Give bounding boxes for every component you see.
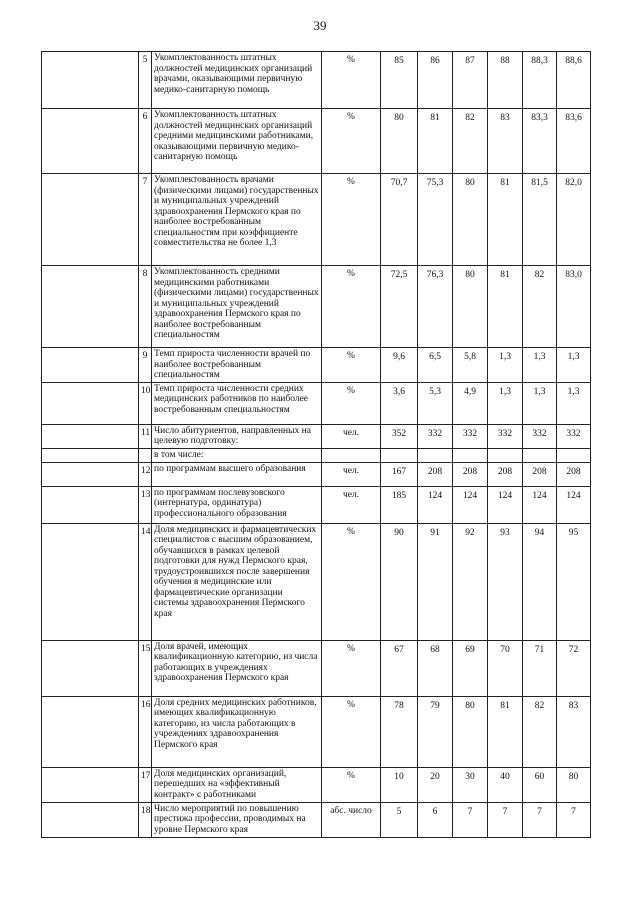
value-cell: 332 <box>453 424 488 448</box>
value-cell: 124 <box>523 486 557 523</box>
table-row <box>42 696 591 767</box>
empty-cell <box>42 767 139 802</box>
value-cell: 68 <box>418 640 453 696</box>
value-cell: 20 <box>418 767 453 802</box>
value-cell: 5,3 <box>418 382 453 424</box>
value-cell: 82 <box>523 266 557 348</box>
empty-cell <box>42 174 139 266</box>
value-cell: 95 <box>557 523 591 640</box>
unit-cell: % <box>322 640 381 696</box>
value-cell: 4,9 <box>453 382 488 424</box>
value-cell: 124 <box>557 486 591 523</box>
row-number: 13 <box>139 486 152 523</box>
value-cell: 76,3 <box>418 266 453 348</box>
table-row <box>42 448 591 462</box>
value-cell: 83 <box>557 696 591 767</box>
value-cell: 81,5 <box>523 174 557 266</box>
indicators-table <box>41 51 591 838</box>
value-cell <box>381 448 418 462</box>
value-cell: 3,6 <box>381 382 418 424</box>
value-cell: 86 <box>418 52 453 109</box>
table-row <box>42 802 591 837</box>
table-row <box>42 523 591 640</box>
value-cell: 93 <box>488 523 523 640</box>
value-cell: 7 <box>488 802 523 837</box>
unit-cell: % <box>322 382 381 424</box>
value-cell: 80 <box>381 109 418 174</box>
empty-cell <box>42 802 139 837</box>
value-cell: 1,3 <box>488 382 523 424</box>
empty-cell <box>42 424 139 448</box>
value-cell: 78 <box>381 696 418 767</box>
value-cell: 5 <box>381 802 418 837</box>
value-cell: 81 <box>488 696 523 767</box>
value-cell: 30 <box>453 767 488 802</box>
table-row <box>42 486 591 523</box>
value-cell: 208 <box>488 462 523 486</box>
value-cell: 87 <box>453 52 488 109</box>
value-cell: 208 <box>557 462 591 486</box>
value-cell: 1,3 <box>488 348 523 383</box>
value-cell: 85 <box>381 52 418 109</box>
value-cell <box>418 448 453 462</box>
empty-cell <box>42 696 139 767</box>
value-cell: 81 <box>488 174 523 266</box>
table-row <box>42 109 591 174</box>
empty-cell <box>42 109 139 174</box>
value-cell: 83 <box>488 109 523 174</box>
value-cell: 92 <box>453 523 488 640</box>
value-cell: 70 <box>488 640 523 696</box>
value-cell <box>557 448 591 462</box>
value-cell: 81 <box>418 109 453 174</box>
row-number: 6 <box>139 109 152 174</box>
empty-cell <box>42 382 139 424</box>
value-cell: 80 <box>453 266 488 348</box>
value-cell: 6,5 <box>418 348 453 383</box>
empty-cell <box>42 348 139 383</box>
value-cell: 6 <box>418 802 453 837</box>
table-row <box>42 174 591 266</box>
unit-cell: чел. <box>322 462 381 486</box>
value-cell: 70,7 <box>381 174 418 266</box>
empty-cell <box>42 266 139 348</box>
value-cell: 81 <box>488 266 523 348</box>
empty-cell <box>42 640 139 696</box>
row-number: 16 <box>139 696 152 767</box>
empty-cell <box>42 448 139 462</box>
value-cell: 1,3 <box>557 348 591 383</box>
row-number: 10 <box>139 382 152 424</box>
value-cell: 332 <box>557 424 591 448</box>
empty-cell <box>42 462 139 486</box>
value-cell: 80 <box>557 767 591 802</box>
value-cell: 80 <box>453 696 488 767</box>
unit-cell: % <box>322 523 381 640</box>
value-cell <box>453 448 488 462</box>
value-cell: 7 <box>523 802 557 837</box>
indicator-name: Число абитуриентов, направленных на целевую подготовку: <box>152 424 322 448</box>
value-cell: 124 <box>418 486 453 523</box>
value-cell: 167 <box>381 462 418 486</box>
value-cell: 82 <box>523 696 557 767</box>
value-cell: 1,3 <box>523 382 557 424</box>
value-cell: 332 <box>418 424 453 448</box>
indicator-name: Укомплектованность штатных должностей медицинских организаций средними медицинскими работниками, оказывающими первичную медико-санитарную помощь <box>152 109 322 174</box>
table-row <box>42 640 591 696</box>
table-row <box>42 462 591 486</box>
value-cell: 91 <box>418 523 453 640</box>
indicator-name: Укомплектованность штатных должностей медицинских организаций врачами, оказывающими первичную медико-санитарную помощь <box>152 52 322 109</box>
value-cell: 124 <box>488 486 523 523</box>
empty-cell <box>42 486 139 523</box>
value-cell: 185 <box>381 486 418 523</box>
value-cell: 94 <box>523 523 557 640</box>
unit-cell: % <box>322 52 381 109</box>
value-cell: 7 <box>453 802 488 837</box>
value-cell: 80 <box>453 174 488 266</box>
row-number: 7 <box>139 174 152 266</box>
unit-cell: % <box>322 348 381 383</box>
value-cell: 1,3 <box>557 382 591 424</box>
value-cell: 1,3 <box>523 348 557 383</box>
value-cell: 72 <box>557 640 591 696</box>
value-cell: 75,3 <box>418 174 453 266</box>
unit-cell: % <box>322 174 381 266</box>
row-number: 11 <box>139 424 152 448</box>
value-cell: 5,8 <box>453 348 488 383</box>
value-cell: 208 <box>453 462 488 486</box>
value-cell: 79 <box>418 696 453 767</box>
unit-cell: % <box>322 696 381 767</box>
row-number: 8 <box>139 266 152 348</box>
value-cell: 60 <box>523 767 557 802</box>
row-number: 5 <box>139 52 152 109</box>
table-row <box>42 767 591 802</box>
row-number: 15 <box>139 640 152 696</box>
value-cell: 67 <box>381 640 418 696</box>
value-cell: 332 <box>523 424 557 448</box>
value-cell: 88,3 <box>523 52 557 109</box>
value-cell: 88,6 <box>557 52 591 109</box>
empty-cell <box>42 523 139 640</box>
value-cell: 9,6 <box>381 348 418 383</box>
value-cell: 208 <box>418 462 453 486</box>
row-number: 18 <box>139 802 152 837</box>
indicator-name: Доля врачей, имеющих квалификационную категорию, из числа работающих в учреждениях здравоохранения Пермского края <box>152 640 322 696</box>
value-cell: 7 <box>557 802 591 837</box>
value-cell: 82 <box>453 109 488 174</box>
indicator-name: в том числе: <box>152 448 322 462</box>
indicator-name: Укомплектованность врачами (физическими лицами) государственных и муниципальных учреждений здравоохранения Пермского края по наиболее востребованным специальностям при коэффициенте совместительства не более 1,3 <box>152 174 322 266</box>
page-number: 39 <box>313 18 327 33</box>
indicator-name: Доля средних медицинских работников, имеющих квалификационную категорию, из числа работающих в учреждениях здравоохранения Пермского края <box>152 696 322 767</box>
table-row <box>42 52 591 109</box>
empty-cell <box>42 52 139 109</box>
value-cell: 10 <box>381 767 418 802</box>
row-number: 17 <box>139 767 152 802</box>
row-number: 9 <box>139 348 152 383</box>
unit-cell: чел. <box>322 486 381 523</box>
unit-cell: % <box>322 767 381 802</box>
unit-cell: чел. <box>322 424 381 448</box>
value-cell: 208 <box>523 462 557 486</box>
indicator-name: по программам послевузовского (интернатура, ординатура) профессионального образования <box>152 486 322 523</box>
table-row <box>42 348 591 383</box>
indicator-name: по программам высшего образования <box>152 462 322 486</box>
indicator-name: Доля медицинских организаций, перешедших на «эффективный контракт» с работниками <box>152 767 322 802</box>
value-cell: 90 <box>381 523 418 640</box>
value-cell: 124 <box>453 486 488 523</box>
indicator-name: Укомплектованность средними медицинскими работниками (физическими лицами) государственных и муниципальных учреждений здравоохранения Пермского края по наиболее востребованным специальностям <box>152 266 322 348</box>
value-cell: 71 <box>523 640 557 696</box>
table-row <box>42 382 591 424</box>
value-cell: 352 <box>381 424 418 448</box>
table-body <box>42 52 591 838</box>
value-cell: 40 <box>488 767 523 802</box>
indicator-name: Темп прироста численности врачей по наиболее востребованным специальностям <box>152 348 322 383</box>
value-cell: 72,5 <box>381 266 418 348</box>
unit-cell <box>322 448 381 462</box>
row-number: 14 <box>139 523 152 640</box>
value-cell: 82,0 <box>557 174 591 266</box>
row-number <box>139 448 152 462</box>
value-cell <box>523 448 557 462</box>
value-cell: 83,3 <box>523 109 557 174</box>
value-cell: 83,6 <box>557 109 591 174</box>
unit-cell: абс. число <box>322 802 381 837</box>
value-cell: 69 <box>453 640 488 696</box>
row-number: 12 <box>139 462 152 486</box>
unit-cell: % <box>322 266 381 348</box>
value-cell: 332 <box>488 424 523 448</box>
unit-cell: % <box>322 109 381 174</box>
indicator-name: Число мероприятий по повышению престижа профессии, проводимых на уровне Пермского края <box>152 802 322 837</box>
indicator-name: Темп прироста численности средних медицинских работников по наиболее востребованным специальностям <box>152 382 322 424</box>
value-cell: 83,0 <box>557 266 591 348</box>
value-cell: 88 <box>488 52 523 109</box>
table-row <box>42 424 591 448</box>
table-row <box>42 266 591 348</box>
value-cell <box>488 448 523 462</box>
indicator-name: Доля медицинских и фармацевтических специалистов с высшим образованием, обучавшихся в рамках целевой подготовки для нужд Пермского края, трудоустроившихся после завершения обучения в медицинские или фармацевтические организации системы здравоохранения Пермского края <box>152 523 322 640</box>
